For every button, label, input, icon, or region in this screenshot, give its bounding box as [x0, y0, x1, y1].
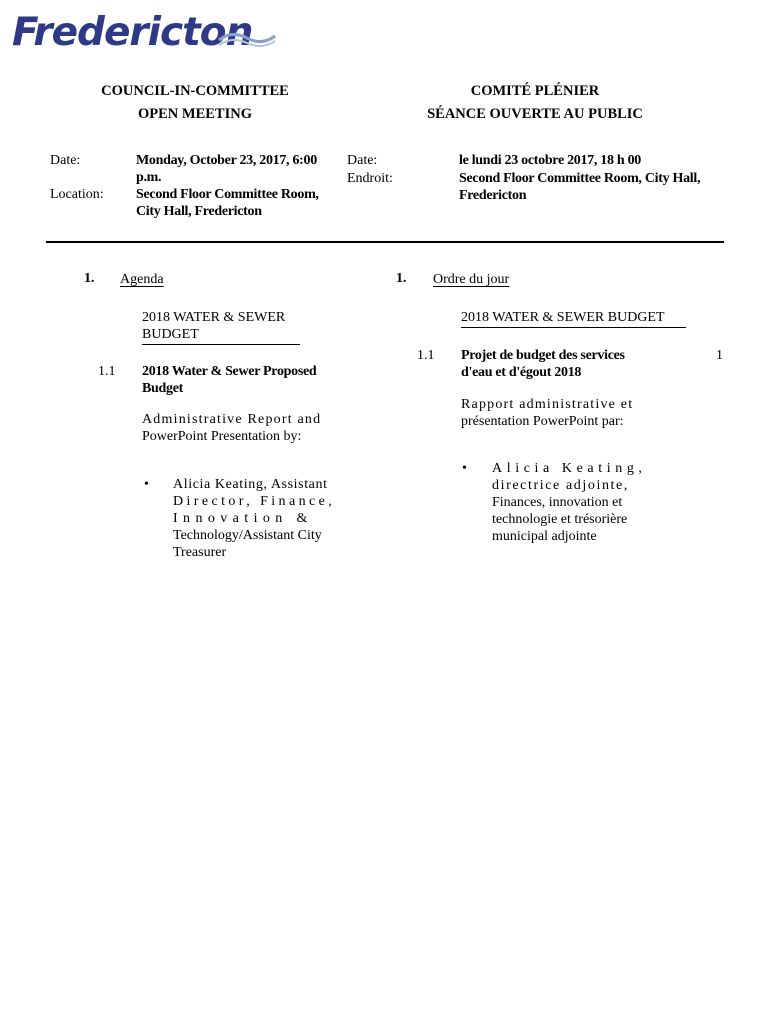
page-number: 1	[716, 348, 723, 363]
en-section-line1: 2018 WATER & SEWER	[142, 310, 286, 325]
en-presenter-line3: Innovation &	[173, 511, 313, 526]
en-location-label: Location:	[50, 187, 104, 202]
fr-report	[461, 396, 646, 430]
fredericton-logo	[12, 8, 272, 58]
en-report-line1: Administrative Report and	[142, 412, 322, 427]
fr-location-value-line1: Second Floor Committee Room, City Hall,	[459, 171, 701, 186]
en-item-number: 1.1	[98, 364, 116, 379]
fr-presenter-line2: directrice adjointe,	[492, 478, 629, 493]
fr-agenda-title: Ordre du jour	[433, 272, 510, 287]
fr-presenter-line4: technologie et trésorière	[492, 512, 628, 527]
header-fr-line1: COMITÉ PLÉNIER	[470, 83, 600, 99]
en-item-title-line2: Budget	[142, 381, 183, 396]
en-presenter-line5: Treasurer	[173, 545, 227, 560]
en-location-value-line2: City Hall, Fredericton	[136, 204, 262, 219]
fr-date-value: le lundi 23 octobre 2017, 18 h 00	[459, 153, 641, 168]
en-bullet: •	[144, 477, 149, 492]
en-location-value-line1: Second Floor Committee Room,	[136, 187, 319, 202]
fr-presenter-line3: Finances, innovation et	[492, 495, 623, 510]
fr-presenter	[492, 460, 647, 545]
fr-date-label: Date:	[347, 153, 378, 168]
header-en-line1: COUNCIL-IN-COMMITTEE	[101, 83, 289, 99]
en-agenda-title: Agenda	[120, 272, 164, 287]
en-date-value-line2: p.m.	[136, 170, 162, 185]
fr-agenda-number: 1.	[396, 271, 407, 286]
en-location-value	[136, 186, 346, 220]
en-item-title-line1: 2018 Water & Sewer Proposed	[142, 364, 317, 379]
fr-section-heading: 2018 WATER & SEWER BUDGET	[461, 309, 686, 328]
en-report-line2: PowerPoint Presentation by:	[142, 429, 302, 444]
en-report	[142, 411, 347, 445]
en-section-heading	[142, 309, 300, 345]
logo-wave-icon	[217, 28, 277, 50]
en-presenter-line1: Alicia Keating, Assistant	[173, 477, 328, 492]
fr-presenter-line5: municipal adjointe	[492, 529, 597, 544]
header-divider	[46, 241, 724, 243]
fr-report-line1: Rapport administrative et	[461, 397, 634, 412]
en-presenter	[173, 476, 348, 561]
fr-item-title-line2: d'eau et d'égout 2018	[461, 365, 582, 380]
fr-location-value-line2: Fredericton	[459, 188, 527, 203]
fr-item-title-line1: Projet de budget des services	[461, 348, 625, 363]
fr-location-value	[459, 170, 739, 204]
en-date-value-line1: Monday, October 23, 2017, 6:00	[136, 153, 317, 168]
fr-item-number: 1.1	[417, 348, 435, 363]
en-presenter-line4: Technology/Assistant City	[173, 528, 322, 543]
fr-location-label: Endroit:	[347, 171, 393, 186]
en-date-label: Date:	[50, 153, 81, 168]
en-agenda-number: 1.	[84, 271, 95, 286]
en-date-value	[136, 152, 346, 186]
fr-report-line2: présentation PowerPoint par:	[461, 414, 624, 429]
fr-presenter-line1: Alicia Keating,	[492, 461, 647, 476]
en-presenter-line2: Director, Finance,	[173, 494, 336, 509]
fr-item-title	[461, 347, 671, 381]
en-item-title	[142, 363, 352, 397]
header-fr-line2: SÉANCE OUVERTE AU PUBLIC	[427, 106, 643, 122]
fr-bullet: •	[462, 461, 467, 476]
en-section-line2: BUDGET	[142, 327, 199, 342]
logo-wordmark: Fredericton	[12, 10, 253, 55]
header-en-line2: OPEN MEETING	[138, 106, 252, 122]
